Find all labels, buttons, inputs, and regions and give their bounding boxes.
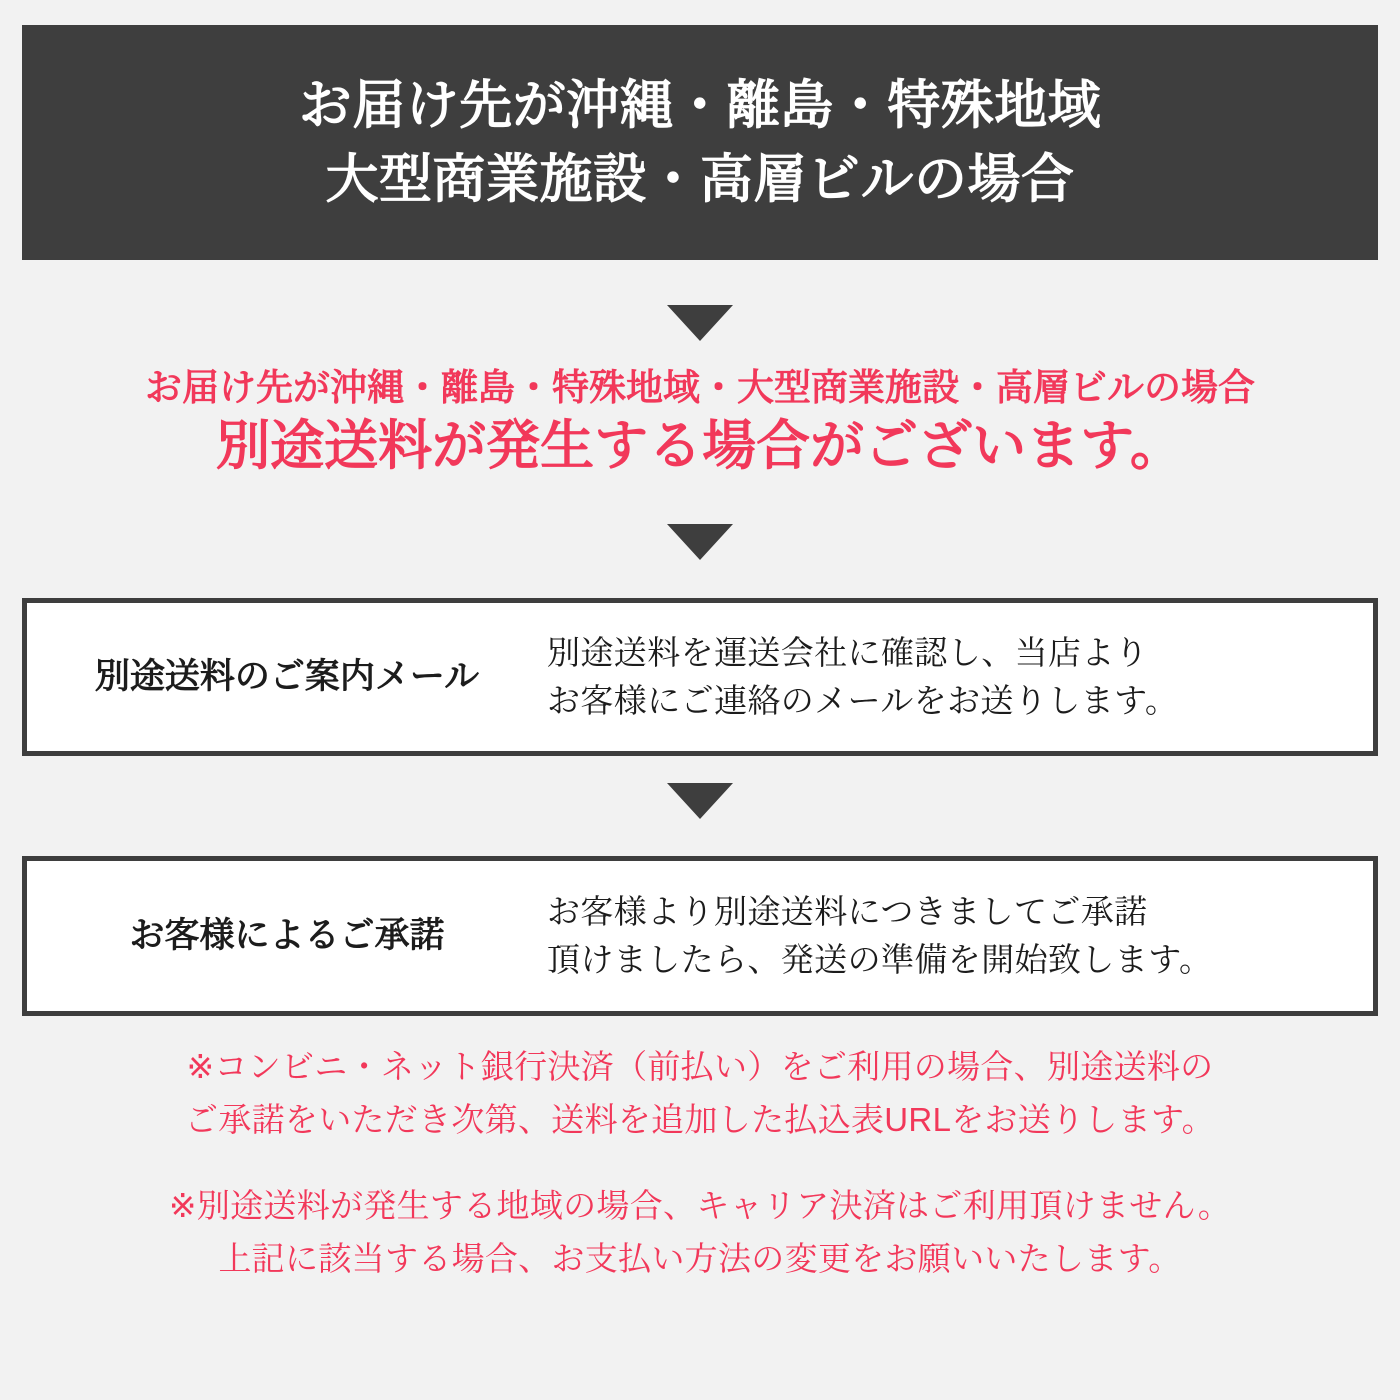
step-description-line-1: 別途送料を運送会社に確認し、当店より <box>547 634 1149 672</box>
step-description <box>547 888 1373 984</box>
emphasis-block <box>0 366 1400 483</box>
note-carrier-payment <box>0 1179 1400 1286</box>
note-line-1: ※コンビニ・ネット銀行決済（前払い）をご利用の場合、別途送料の <box>186 1048 1214 1085</box>
header-line-1: お届け先が沖縄・離島・特殊地域 <box>298 76 1102 136</box>
down-arrow-icon <box>667 524 733 560</box>
note-line-1: ※別途送料が発生する地域の場合、キャリア決済はご利用頂けません。 <box>168 1186 1232 1224</box>
down-arrow-icon <box>667 783 733 819</box>
header-banner <box>22 25 1378 260</box>
note-line-2: 上記に該当する場合、お支払い方法の変更をお願いいたします。 <box>218 1240 1182 1278</box>
emphasis-headline: 別途送料が発生する場合がございます。 <box>216 416 1184 477</box>
step-description-line-2: 頂けましたら、発送の準備を開始致します。 <box>547 941 1213 978</box>
step-title: お客様によるご承諾 <box>129 916 445 955</box>
step-box-email-notice <box>22 598 1378 756</box>
step-description-line-2: お客様にご連絡のメールをお送りします。 <box>547 682 1179 719</box>
step-box-customer-consent <box>22 856 1378 1016</box>
note-line-2: ご承諾をいただき次第、送料を追加した払込表URLをお送りします。 <box>185 1101 1215 1139</box>
header-line-2: 大型商業施設・高層ビルの場合 <box>325 149 1075 209</box>
step-description <box>547 629 1373 725</box>
step-title: 別途送料のご案内メール <box>94 657 480 696</box>
footer-notes <box>0 1040 1400 1286</box>
down-arrow-icon <box>667 305 733 341</box>
note-prepayment <box>0 1040 1400 1147</box>
step-description-line-1: お客様より別途送料につきましてご承諾 <box>547 893 1148 931</box>
emphasis-subtext: お届け先が沖縄・離島・特殊地域・大型商業施設・高層ビルの場合 <box>145 367 1255 408</box>
